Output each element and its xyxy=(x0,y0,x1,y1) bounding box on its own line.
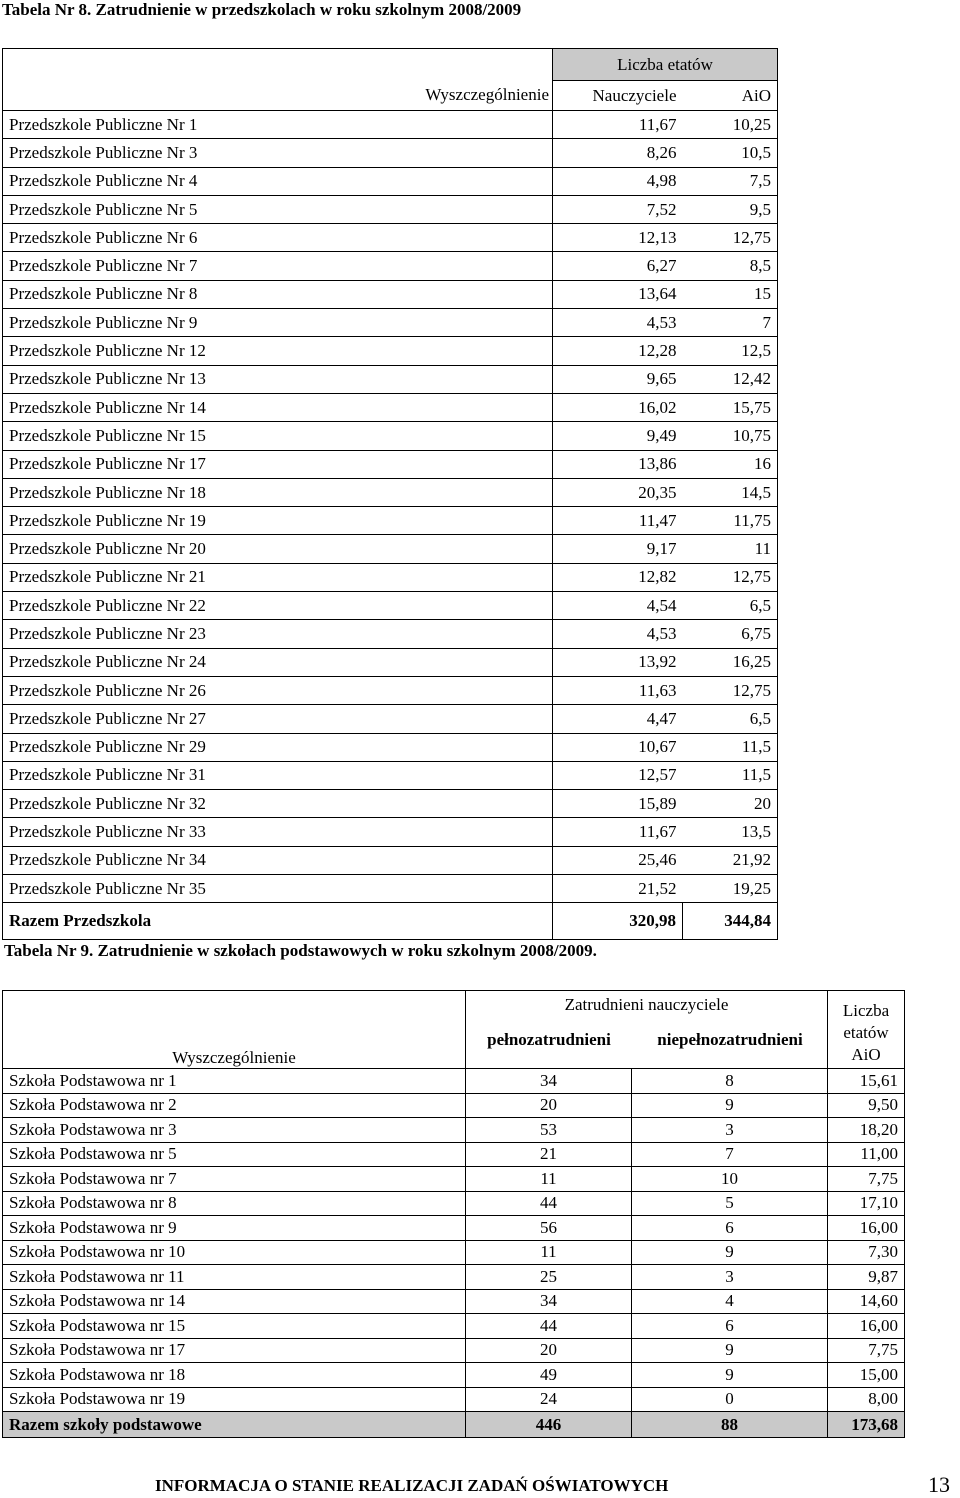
total-row xyxy=(3,903,778,940)
cell-part: 9 xyxy=(632,1363,828,1388)
cell-aio: 8,5 xyxy=(683,252,778,280)
row-label: Szkoła Podstawowa nr 19 xyxy=(3,1387,466,1412)
cell-aio: 7,30 xyxy=(828,1240,905,1265)
table-row xyxy=(3,337,778,365)
cell-aio: 11,75 xyxy=(683,507,778,535)
row-label: Szkoła Podstawowa nr 15 xyxy=(3,1314,466,1339)
table-row xyxy=(3,1216,905,1241)
table-row xyxy=(3,875,778,903)
cell-part: 3 xyxy=(632,1118,828,1143)
table-row xyxy=(3,676,778,704)
cell-aio: 13,5 xyxy=(683,818,778,846)
row-label: Szkoła Podstawowa nr 3 xyxy=(3,1118,466,1143)
table-row xyxy=(3,1118,905,1143)
cell-aio: 15,00 xyxy=(828,1363,905,1388)
total-full: 446 xyxy=(466,1412,632,1438)
table-row xyxy=(3,280,778,308)
table-row xyxy=(3,1314,905,1339)
cell-part: 6 xyxy=(632,1216,828,1241)
row-label: Przedszkole Publiczne Nr 20 xyxy=(3,535,553,563)
cell-aio: 20 xyxy=(683,790,778,818)
cell-teachers: 9,65 xyxy=(553,365,683,393)
row-label: Przedszkole Publiczne Nr 26 xyxy=(3,676,553,704)
cell-part: 9 xyxy=(632,1093,828,1118)
table-row xyxy=(3,1191,905,1216)
cell-part: 9 xyxy=(632,1338,828,1363)
cell-full: 56 xyxy=(466,1216,632,1241)
cell-aio: 8,00 xyxy=(828,1387,905,1412)
row-label: Przedszkole Publiczne Nr 23 xyxy=(3,620,553,648)
row-label: Przedszkole Publiczne Nr 6 xyxy=(3,224,553,252)
table9-employment-primary-schools xyxy=(2,990,905,1438)
cell-teachers: 12,28 xyxy=(553,337,683,365)
cell-teachers: 10,67 xyxy=(553,733,683,761)
table-row xyxy=(3,139,778,167)
cell-full: 21 xyxy=(466,1142,632,1167)
row-label: Przedszkole Publiczne Nr 24 xyxy=(3,648,553,676)
cell-teachers: 4,98 xyxy=(553,167,683,195)
row-label: Szkoła Podstawowa nr 1 xyxy=(3,1069,466,1094)
table8-header-group: Liczba etatów xyxy=(553,49,778,81)
row-label: Szkoła Podstawowa nr 8 xyxy=(3,1191,466,1216)
cell-aio: 16,00 xyxy=(828,1216,905,1241)
cell-teachers: 13,64 xyxy=(553,280,683,308)
cell-full: 44 xyxy=(466,1314,632,1339)
cell-teachers: 8,26 xyxy=(553,139,683,167)
table8-header-blank xyxy=(3,49,553,81)
cell-teachers: 9,49 xyxy=(553,422,683,450)
row-label: Szkoła Podstawowa nr 5 xyxy=(3,1142,466,1167)
cell-teachers: 4,47 xyxy=(553,705,683,733)
table-row xyxy=(3,167,778,195)
row-label: Szkoła Podstawowa nr 17 xyxy=(3,1338,466,1363)
cell-teachers: 12,57 xyxy=(553,761,683,789)
cell-teachers: 13,92 xyxy=(553,648,683,676)
table-row xyxy=(3,195,778,223)
cell-full: 53 xyxy=(466,1118,632,1143)
cell-aio: 7 xyxy=(683,309,778,337)
table-row xyxy=(3,111,778,139)
row-label: Przedszkole Publiczne Nr 5 xyxy=(3,195,553,223)
cell-full: 34 xyxy=(466,1069,632,1094)
row-label: Przedszkole Publiczne Nr 12 xyxy=(3,337,553,365)
table-row xyxy=(3,1167,905,1192)
cell-aio: 10,25 xyxy=(683,111,778,139)
cell-aio: 6,5 xyxy=(683,705,778,733)
cell-teachers: 4,53 xyxy=(553,309,683,337)
row-label: Szkoła Podstawowa nr 7 xyxy=(3,1167,466,1192)
row-label: Szkoła Podstawowa nr 10 xyxy=(3,1240,466,1265)
cell-full: 24 xyxy=(466,1387,632,1412)
row-label: Szkoła Podstawowa nr 14 xyxy=(3,1289,466,1314)
cell-aio: 19,25 xyxy=(683,875,778,903)
table9-header-group xyxy=(466,991,828,1069)
row-label: Szkoła Podstawowa nr 9 xyxy=(3,1216,466,1241)
cell-aio: 11,00 xyxy=(828,1142,905,1167)
row-label: Przedszkole Publiczne Nr 33 xyxy=(3,818,553,846)
cell-aio: 9,87 xyxy=(828,1265,905,1290)
cell-aio: 9,5 xyxy=(683,195,778,223)
cell-full: 25 xyxy=(466,1265,632,1290)
row-label: Przedszkole Publiczne Nr 32 xyxy=(3,790,553,818)
cell-part: 8 xyxy=(632,1069,828,1094)
cell-aio: 14,5 xyxy=(683,478,778,506)
table-row xyxy=(3,1289,905,1314)
table-row xyxy=(3,252,778,280)
total-row xyxy=(3,1412,905,1438)
cell-part: 6 xyxy=(632,1314,828,1339)
row-label: Szkoła Podstawowa nr 11 xyxy=(3,1265,466,1290)
cell-aio: 17,10 xyxy=(828,1191,905,1216)
page-number: 13 xyxy=(928,1472,950,1497)
cell-teachers: 4,53 xyxy=(553,620,683,648)
table-row xyxy=(3,1387,905,1412)
table-row xyxy=(3,1338,905,1363)
cell-teachers: 25,46 xyxy=(553,846,683,874)
cell-aio: 11,5 xyxy=(683,733,778,761)
row-label: Przedszkole Publiczne Nr 3 xyxy=(3,139,553,167)
cell-aio: 9,50 xyxy=(828,1093,905,1118)
table8-caption: Tabela Nr 8. Zatrudnienie w przedszkolach w roku szkolnym 2008/2009 xyxy=(2,0,522,19)
cell-aio: 12,75 xyxy=(683,676,778,704)
cell-aio: 7,75 xyxy=(828,1167,905,1192)
cell-aio: 15,61 xyxy=(828,1069,905,1094)
cell-full: 44 xyxy=(466,1191,632,1216)
table9-header-group-label: Zatrudnieni nauczyciele xyxy=(564,995,729,1014)
row-label: Przedszkole Publiczne Nr 29 xyxy=(3,733,553,761)
row-label: Przedszkole Publiczne Nr 18 xyxy=(3,478,553,506)
row-label: Przedszkole Publiczne Nr 9 xyxy=(3,309,553,337)
table-row xyxy=(3,224,778,252)
table-row xyxy=(3,365,778,393)
row-label: Przedszkole Publiczne Nr 14 xyxy=(3,393,553,421)
table-row xyxy=(3,535,778,563)
table-row xyxy=(3,450,778,478)
cell-aio: 11 xyxy=(683,535,778,563)
row-label: Przedszkole Publiczne Nr 15 xyxy=(3,422,553,450)
cell-part: 7 xyxy=(632,1142,828,1167)
row-label: Przedszkole Publiczne Nr 27 xyxy=(3,705,553,733)
cell-teachers: 20,35 xyxy=(553,478,683,506)
total-aio: 173,68 xyxy=(828,1412,905,1438)
row-label: Przedszkole Publiczne Nr 4 xyxy=(3,167,553,195)
cell-teachers: 11,67 xyxy=(553,818,683,846)
table8-header-aio: AiO xyxy=(683,81,778,111)
cell-part: 4 xyxy=(632,1289,828,1314)
cell-aio: 18,20 xyxy=(828,1118,905,1143)
cell-aio: 7,75 xyxy=(828,1338,905,1363)
cell-aio: 21,92 xyxy=(683,846,778,874)
cell-aio: 16,25 xyxy=(683,648,778,676)
table9-caption: Tabela Nr 9. Zatrudnienie w szkołach podstawowych w roku szkolnym 2008/2009. xyxy=(4,941,597,960)
row-label: Przedszkole Publiczne Nr 21 xyxy=(3,563,553,591)
cell-aio: 6,75 xyxy=(683,620,778,648)
total-label: Razem Przedszkola xyxy=(3,903,553,940)
cell-teachers: 4,54 xyxy=(553,592,683,620)
cell-aio: 16,00 xyxy=(828,1314,905,1339)
table9-header-full: pełnozatrudnieni xyxy=(487,1030,611,1049)
row-label: Przedszkole Publiczne Nr 1 xyxy=(3,111,553,139)
cell-part: 0 xyxy=(632,1387,828,1412)
cell-teachers: 13,86 xyxy=(553,450,683,478)
row-label: Szkoła Podstawowa nr 18 xyxy=(3,1363,466,1388)
cell-aio: 12,75 xyxy=(683,563,778,591)
cell-part: 3 xyxy=(632,1265,828,1290)
table9-header-aio: Liczba etatów AiO xyxy=(828,991,905,1069)
total-label: Razem szkoły podstawowe xyxy=(3,1412,466,1438)
table-row xyxy=(3,1093,905,1118)
cell-teachers: 11,67 xyxy=(553,111,683,139)
table8-employment-preschools xyxy=(2,48,778,940)
table-row xyxy=(3,422,778,450)
table-row xyxy=(3,733,778,761)
cell-full: 49 xyxy=(466,1363,632,1388)
cell-aio: 12,5 xyxy=(683,337,778,365)
table-row xyxy=(3,1363,905,1388)
row-label: Przedszkole Publiczne Nr 22 xyxy=(3,592,553,620)
cell-teachers: 7,52 xyxy=(553,195,683,223)
table-row xyxy=(3,1240,905,1265)
cell-teachers: 16,02 xyxy=(553,393,683,421)
cell-teachers: 12,82 xyxy=(553,563,683,591)
cell-full: 11 xyxy=(466,1167,632,1192)
cell-teachers: 9,17 xyxy=(553,535,683,563)
total-aio: 344,84 xyxy=(683,903,778,940)
cell-teachers: 11,47 xyxy=(553,507,683,535)
cell-part: 10 xyxy=(632,1167,828,1192)
table-row xyxy=(3,818,778,846)
table-row xyxy=(3,592,778,620)
cell-full: 20 xyxy=(466,1338,632,1363)
cell-aio: 7,5 xyxy=(683,167,778,195)
cell-teachers: 15,89 xyxy=(553,790,683,818)
row-label: Przedszkole Publiczne Nr 13 xyxy=(3,365,553,393)
cell-teachers: 11,63 xyxy=(553,676,683,704)
table-row xyxy=(3,478,778,506)
cell-part: 5 xyxy=(632,1191,828,1216)
table-row xyxy=(3,1069,905,1094)
cell-aio: 10,75 xyxy=(683,422,778,450)
row-label: Przedszkole Publiczne Nr 19 xyxy=(3,507,553,535)
row-label: Przedszkole Publiczne Nr 7 xyxy=(3,252,553,280)
table-row xyxy=(3,1265,905,1290)
total-teachers: 320,98 xyxy=(553,903,683,940)
cell-teachers: 21,52 xyxy=(553,875,683,903)
cell-full: 11 xyxy=(466,1240,632,1265)
table-row xyxy=(3,846,778,874)
cell-aio: 11,5 xyxy=(683,761,778,789)
table9-header-part: niepełnozatrudnieni xyxy=(657,1030,803,1049)
row-label: Przedszkole Publiczne Nr 8 xyxy=(3,280,553,308)
table-row xyxy=(3,705,778,733)
cell-aio: 16 xyxy=(683,450,778,478)
table-row xyxy=(3,309,778,337)
footer-title: INFORMACJA O STANIE REALIZACJI ZADAŃ OŚWIATOWYCH xyxy=(155,1476,669,1495)
cell-aio: 6,5 xyxy=(683,592,778,620)
table-row xyxy=(3,507,778,535)
cell-teachers: 6,27 xyxy=(553,252,683,280)
row-label: Przedszkole Publiczne Nr 35 xyxy=(3,875,553,903)
table-row xyxy=(3,648,778,676)
cell-aio: 12,42 xyxy=(683,365,778,393)
table-row xyxy=(3,620,778,648)
table8-header-teachers: Nauczyciele xyxy=(553,81,683,111)
table8-header-label: Wyszczególnienie xyxy=(3,81,553,111)
total-part: 88 xyxy=(632,1412,828,1438)
cell-full: 34 xyxy=(466,1289,632,1314)
cell-aio: 10,5 xyxy=(683,139,778,167)
table9-header-label xyxy=(3,991,466,1069)
table9-header-label-text: Wyszczególnienie xyxy=(172,1048,296,1067)
table-row xyxy=(3,761,778,789)
cell-teachers: 12,13 xyxy=(553,224,683,252)
table-row xyxy=(3,393,778,421)
cell-full: 20 xyxy=(466,1093,632,1118)
table-row xyxy=(3,1142,905,1167)
cell-aio: 15,75 xyxy=(683,393,778,421)
row-label: Przedszkole Publiczne Nr 17 xyxy=(3,450,553,478)
table-row xyxy=(3,790,778,818)
cell-aio: 15 xyxy=(683,280,778,308)
cell-aio: 12,75 xyxy=(683,224,778,252)
row-label: Przedszkole Publiczne Nr 34 xyxy=(3,846,553,874)
row-label: Przedszkole Publiczne Nr 31 xyxy=(3,761,553,789)
cell-aio: 14,60 xyxy=(828,1289,905,1314)
cell-part: 9 xyxy=(632,1240,828,1265)
table-row xyxy=(3,563,778,591)
row-label: Szkoła Podstawowa nr 2 xyxy=(3,1093,466,1118)
